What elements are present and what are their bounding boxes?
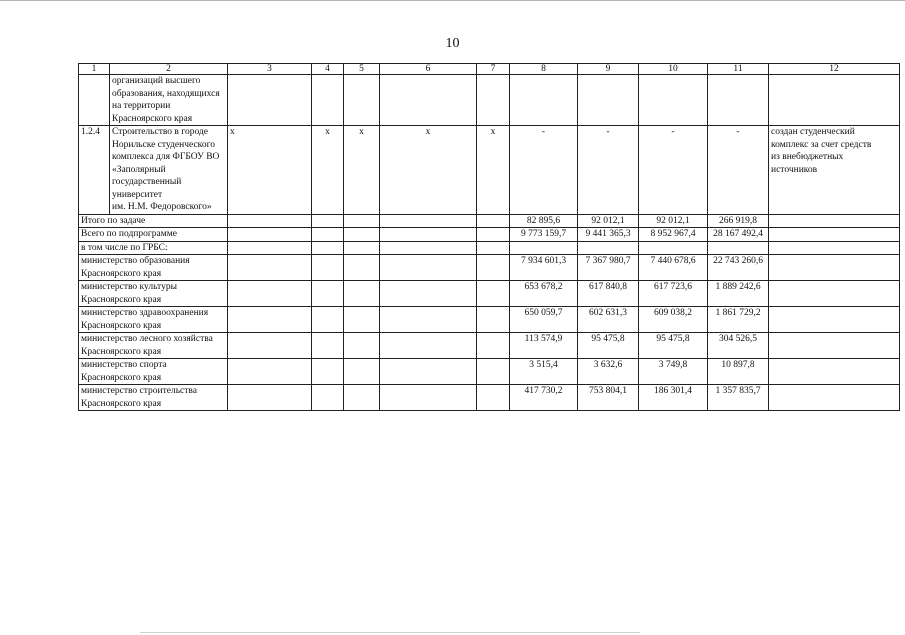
column-header: 4 [312,64,344,75]
row-label [79,359,228,385]
table-cell: х [344,126,380,215]
grbs-row [79,255,900,281]
continuation-row [79,75,900,126]
text-line: министерство образования [81,256,190,266]
value-cell: 3 632,6 [578,359,639,385]
table-cell [769,281,900,307]
table-cell [228,228,312,242]
text-line: образования, находящихся [112,88,220,99]
text-line: Строительство в городе [112,127,208,137]
value-cell: 9 773 159,7 [510,228,578,242]
row-number: 1.2.4 [79,126,110,215]
text-line: Красноярского края [112,113,193,124]
value-cell: 1 889 242,6 [708,281,769,307]
table-cell [769,75,900,126]
table-cell: х [312,126,344,215]
column-header: 9 [578,64,639,75]
table-cell [380,228,477,242]
table-cell [578,75,639,126]
text-line: Красноярского края [81,372,162,383]
column-header: 5 [344,64,380,75]
table-cell: - [578,126,639,215]
row-label: в том числе по ГРБС: [79,241,228,255]
value-cell [578,241,639,255]
table-cell [228,359,312,385]
table-cell [228,255,312,281]
table-cell [312,333,344,359]
value-cell: 1 357 835,7 [708,385,769,411]
table-cell [639,75,708,126]
text-line: Красноярского края [81,346,162,357]
value-cell: 10 897,8 [708,359,769,385]
grbs-row [79,307,900,333]
value-cell: 9 441 365,3 [578,228,639,242]
table-cell [344,228,380,242]
note-cell [769,126,900,215]
table-cell [228,281,312,307]
column-header: 1 [79,64,110,75]
table-cell [228,333,312,359]
value-cell: 95 475,8 [578,333,639,359]
value-cell [708,241,769,255]
text-line: организаций высшего [112,76,201,86]
table-cell [228,214,312,228]
table-cell: х [228,126,312,215]
table-cell [477,307,510,333]
table-cell [344,307,380,333]
text-line: государственный [112,177,182,187]
text-line: министерство спорта [81,360,167,370]
text-line: университет [112,189,163,200]
text-line: создан студенческий [771,127,855,137]
table-cell [344,241,380,255]
text-line: министерство строительства [81,386,197,396]
value-cell: 417 730,2 [510,385,578,411]
table-cell [477,359,510,385]
table-cell [380,241,477,255]
value-cell: 753 804,1 [578,385,639,411]
value-cell: 602 631,3 [578,307,639,333]
table-cell [769,255,900,281]
table-cell: х [477,126,510,215]
value-cell: 22 743 260,6 [708,255,769,281]
table-cell [477,214,510,228]
page-top-edge [0,0,905,1]
value-cell: 7 367 980,7 [578,255,639,281]
table-cell [477,75,510,126]
column-header: 7 [477,64,510,75]
value-cell: 653 678,2 [510,281,578,307]
value-cell: 304 526,5 [708,333,769,359]
table-cell [769,385,900,411]
table-cell [769,214,900,228]
value-cell: 8 952 967,4 [639,228,708,242]
table-cell [228,307,312,333]
table-cell [380,385,477,411]
column-header: 11 [708,64,769,75]
text-line: министерство культуры [81,282,177,292]
value-cell: 92 012,1 [639,214,708,228]
value-cell: 1 861 729,2 [708,307,769,333]
text-line: Норильске студенческого [112,139,215,150]
task-name-cell [110,75,228,126]
table-cell [312,228,344,242]
value-cell: 92 012,1 [578,214,639,228]
table-cell [380,307,477,333]
grbs-row [79,333,900,359]
row-label [79,255,228,281]
table-cell [477,228,510,242]
table-cell [477,281,510,307]
text-line: комплекс за счет средств [771,139,872,150]
grbs-row [79,385,900,411]
table-cell [380,75,477,126]
text-line: министерство лесного хозяйства [81,334,213,344]
table-cell [344,281,380,307]
table-cell [312,281,344,307]
value-cell: 28 167 492,4 [708,228,769,242]
table-cell [312,255,344,281]
text-line: Красноярского края [81,320,162,331]
table-cell [312,385,344,411]
text-line: министерство здравоохранения [81,308,209,318]
table-cell [380,333,477,359]
text-line: из внебюджетных [771,152,844,162]
summary-row-subprogram-total [79,228,900,242]
value-cell: 650 059,7 [510,307,578,333]
table-cell [477,241,510,255]
header-row [79,64,900,75]
table-cell [477,255,510,281]
table-cell [510,75,578,126]
table-cell [312,359,344,385]
table-cell [769,228,900,242]
row-label [79,281,228,307]
table-cell [79,75,110,126]
row-label [79,385,228,411]
value-cell: 3 515,4 [510,359,578,385]
page-number: 10 [445,36,460,51]
table-cell: - [708,126,769,215]
table-cell [769,359,900,385]
value-cell: 3 749,8 [639,359,708,385]
column-header: 12 [769,64,900,75]
summary-row-task-total [79,214,900,228]
table-cell [477,333,510,359]
table-cell [769,307,900,333]
text-line: Красноярского края [81,294,162,305]
table-cell [312,75,344,126]
table-cell: х [380,126,477,215]
value-cell: 617 723,6 [639,281,708,307]
text-line: «Заполярный [112,164,166,175]
page-bottom-edge [140,632,640,633]
text-line: источников [771,164,818,175]
table-cell [708,75,769,126]
table-cell [344,214,380,228]
table-cell [380,255,477,281]
row-label [79,333,228,359]
value-cell: 82 895,6 [510,214,578,228]
table-cell [312,307,344,333]
subprogram-table [78,63,900,411]
table-cell [344,255,380,281]
value-cell: 266 919,8 [708,214,769,228]
summary-row-grbs-heading [79,241,900,255]
task-name-cell [110,126,228,215]
table-cell [312,241,344,255]
value-cell: 113 574,9 [510,333,578,359]
value-cell: 186 301,4 [639,385,708,411]
text-line: на территории [112,101,171,111]
text-line: Красноярского края [81,398,162,409]
column-header: 8 [510,64,578,75]
table-cell [344,75,380,126]
table-cell [344,333,380,359]
text-line: Красноярского края [81,268,162,279]
value-cell: 7 440 678,6 [639,255,708,281]
table-cell [380,214,477,228]
table-cell [228,241,312,255]
grbs-row [79,359,900,385]
value-cell: 617 840,8 [578,281,639,307]
table-row-1-2-4 [79,126,900,215]
text-line: им. Н.М. Федоровского» [112,202,212,212]
value-cell [510,241,578,255]
row-label: Всего по подпрограмме [79,228,228,242]
table-cell [477,385,510,411]
table-cell [228,385,312,411]
table-cell [228,75,312,126]
table-cell [380,359,477,385]
text-line: комплекса для ФГБОУ ВО [112,152,220,162]
value-cell: 7 934 601,3 [510,255,578,281]
table-cell [769,241,900,255]
table-cell [380,281,477,307]
table-cell [344,359,380,385]
column-header: 3 [228,64,312,75]
row-label [79,307,228,333]
column-header: 2 [110,64,228,75]
value-cell [639,241,708,255]
column-header: 10 [639,64,708,75]
row-label: Итого по задаче [79,214,228,228]
table-cell [312,214,344,228]
value-cell: 609 038,2 [639,307,708,333]
grbs-row [79,281,900,307]
table-cell [769,333,900,359]
value-cell: 95 475,8 [639,333,708,359]
table-cell: - [639,126,708,215]
table-cell [344,385,380,411]
table-cell: - [510,126,578,215]
column-header: 6 [380,64,477,75]
